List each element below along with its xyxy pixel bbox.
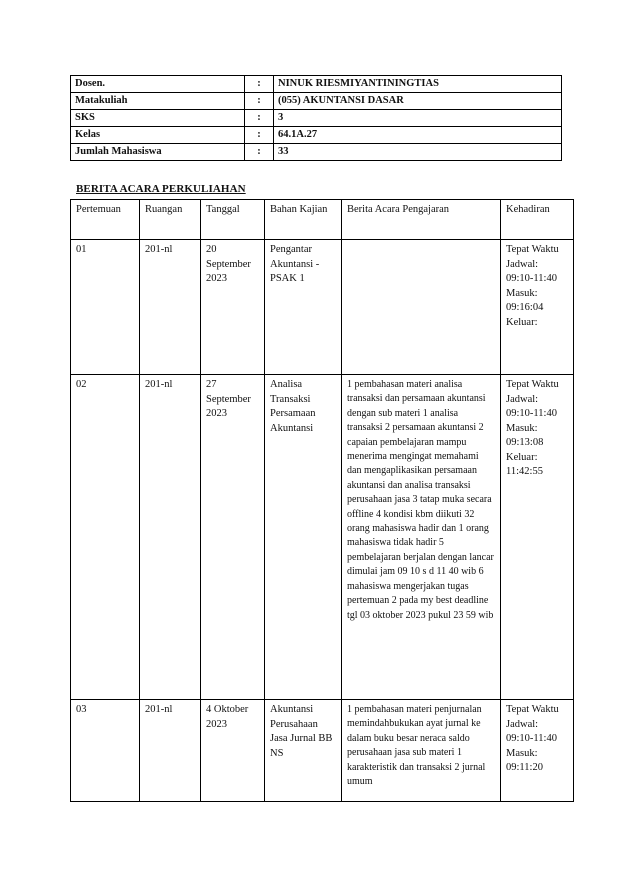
cell-berita-acara: 1 pembahasan materi analisa transaksi dan persamaan akuntansi dengan sub materi 1 analisa transaksi 2 persamaan akuntansi 2 capaian pembelajaran mampu menerima mengingat memahami dan mengaplikasikan persamaan akuntansi dan analisa transaksi perusahaan jasa 3 tatap muka secara offline 4 kondisi kbm diikuti 32 orang mahasiswa hadir dan 1 orang mahasiswa tidak hadir 5 pembelajaran berjalan dengan lancar dimulai jam 09 10 s d 11 40 wib 6 mahasiswa mengerjakan tugas pertemuan 2 pada my best deadline tgl 03 oktober 2023 pukul 23 59 wib xyxy=(342,375,501,700)
info-label: SKS xyxy=(71,110,245,127)
info-row-jumlah-mahasiswa xyxy=(71,144,562,161)
cell-bahan-kajian: Akuntansi Perusahaan Jasa Jurnal BB NS xyxy=(265,700,342,802)
info-label: Dosen. xyxy=(71,76,245,93)
info-separator: : xyxy=(245,127,274,144)
cell-tanggal: 4 Oktober 2023 xyxy=(201,700,265,802)
info-separator: : xyxy=(245,93,274,110)
header-tanggal: Tanggal xyxy=(201,200,265,240)
table-row xyxy=(71,240,574,375)
cell-ruangan: 201-nl xyxy=(140,240,201,375)
cell-ruangan: 201-nl xyxy=(140,375,201,700)
info-value: 33 xyxy=(274,144,562,161)
info-value: (055) AKUNTANSI DASAR xyxy=(274,93,562,110)
info-row-sks xyxy=(71,110,562,127)
table-header-row xyxy=(71,200,574,240)
info-separator: : xyxy=(245,110,274,127)
section-title: BERITA ACARA PERKULIAHAN xyxy=(76,183,246,195)
cell-berita-acara xyxy=(342,240,501,375)
cell-bahan-kajian: Analisa Transaksi Persamaan Akuntansi xyxy=(265,375,342,700)
header-ruangan: Ruangan xyxy=(140,200,201,240)
info-row-dosen xyxy=(71,76,562,93)
info-row-matakuliah xyxy=(71,93,562,110)
cell-berita-acara: 1 pembahasan materi penjurnalan memindahbukukan ayat jurnal ke dalam buku besar neraca saldo perusahaan jasa sub materi 1 karakteristik dan transaksi 2 jurnal umum xyxy=(342,700,501,802)
info-row-kelas xyxy=(71,127,562,144)
cell-pertemuan: 03 xyxy=(71,700,140,802)
table-row xyxy=(71,700,574,802)
cell-tanggal: 27 September 2023 xyxy=(201,375,265,700)
header-kehadiran: Kehadiran xyxy=(501,200,574,240)
header-berita-acara: Berita Acara Pengajaran xyxy=(342,200,501,240)
cell-kehadiran: Tepat Waktu Jadwal: 09:10-11:40 Masuk: 09:16:04 Keluar: xyxy=(501,240,574,375)
header-pertemuan: Pertemuan xyxy=(71,200,140,240)
info-label: Jumlah Mahasiswa xyxy=(71,144,245,161)
info-separator: : xyxy=(245,144,274,161)
cell-pertemuan: 01 xyxy=(71,240,140,375)
info-value: 3 xyxy=(274,110,562,127)
cell-ruangan: 201-nl xyxy=(140,700,201,802)
header-bahan-kajian: Bahan Kajian xyxy=(265,200,342,240)
cell-bahan-kajian: Pengantar Akuntansi - PSAK 1 xyxy=(265,240,342,375)
cell-kehadiran: Tepat Waktu Jadwal: 09:10-11:40 Masuk: 09:13:08 Keluar: 11:42:55 xyxy=(501,375,574,700)
info-label: Kelas xyxy=(71,127,245,144)
info-separator: : xyxy=(245,76,274,93)
info-value: 64.1A.27 xyxy=(274,127,562,144)
cell-tanggal: 20 September 2023 xyxy=(201,240,265,375)
course-info-table xyxy=(70,75,562,161)
lecture-report-table xyxy=(70,199,574,802)
info-value: NINUK RIESMIYANTININGTIAS xyxy=(274,76,562,93)
cell-pertemuan: 02 xyxy=(71,375,140,700)
cell-kehadiran: Tepat Waktu Jadwal: 09:10-11:40 Masuk: 09:11:20 xyxy=(501,700,574,802)
info-label: Matakuliah xyxy=(71,93,245,110)
table-row xyxy=(71,375,574,700)
